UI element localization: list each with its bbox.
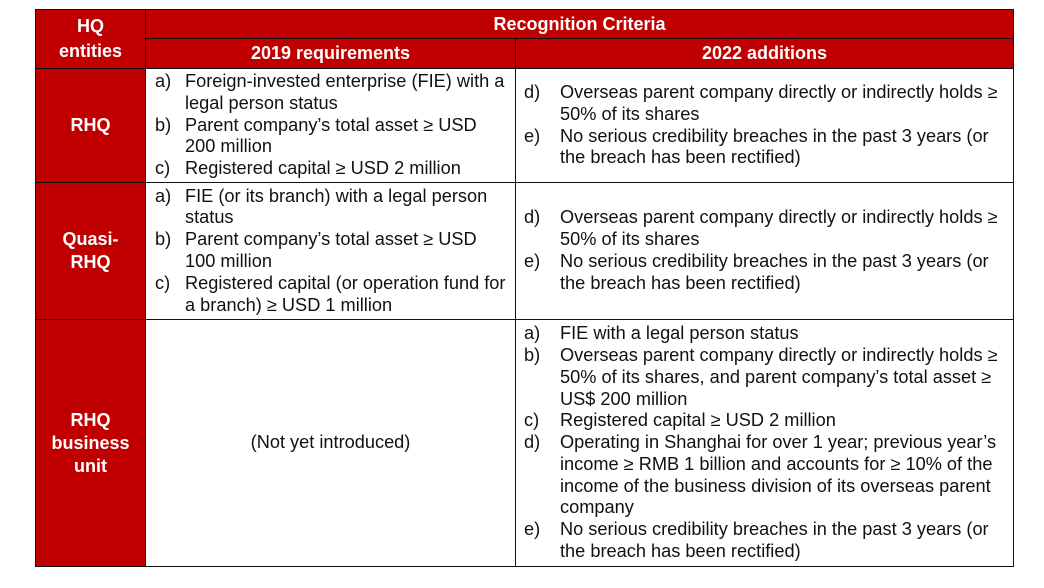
req-2019-cell — [146, 183, 516, 320]
entity-label-line1: RHQ — [70, 409, 111, 430]
entity-label: RHQ — [70, 115, 111, 135]
hq-recognition-criteria-table — [35, 9, 1014, 567]
item-text: No serious credibility breaches in the past 3 years (or the breach has been rectified) — [560, 519, 989, 562]
list-item — [522, 519, 1007, 563]
item-text: Overseas parent company directly or indirectly holds ≥ 50% of its shares — [560, 81, 998, 124]
item-text: FIE (or its branch) with a legal person status — [185, 185, 488, 228]
item-marker: d) — [524, 432, 541, 453]
item-text: Overseas parent company directly or indirectly holds ≥ 50% of its shares — [560, 207, 998, 250]
list-item — [522, 251, 1007, 295]
req-2019-cell-not-introduced: (Not yet introduced) — [146, 320, 516, 567]
item-text: Registered capital ≥ USD 2 million — [560, 410, 836, 431]
req-2019-cell — [146, 69, 516, 183]
list-item — [152, 158, 509, 180]
header-hq-entities-line1: HQ — [77, 16, 104, 36]
header-hq-entities — [36, 10, 146, 69]
header-2019-requirements: 2019 requirements — [146, 39, 516, 69]
header-2022-additions: 2022 additions — [516, 39, 1014, 69]
table-row-rhq — [36, 69, 1014, 183]
item-text: Overseas parent company directly or indirectly holds ≥ 50% of its shares, and parent company’s total asset ≥ US$ 200 million — [560, 344, 998, 409]
criteria-list — [152, 186, 509, 317]
header-hq-entities-line2: entities — [58, 41, 123, 61]
item-marker: a) — [524, 323, 541, 344]
list-item — [522, 82, 1007, 126]
item-marker: e) — [524, 519, 541, 540]
item-marker: e) — [524, 251, 541, 271]
table-row-quasi-rhq — [36, 183, 1014, 320]
list-item — [522, 410, 1007, 432]
item-marker: b) — [155, 114, 172, 135]
list-item — [152, 229, 509, 273]
item-marker: d) — [524, 207, 541, 228]
item-text: Operating in Shanghai for over 1 year; previous year’s income ≥ RMB 1 billion and accounts for ≥ 10% of the income of the business division of its overseas parent company — [560, 432, 997, 518]
add-2022-cell — [516, 183, 1014, 320]
item-text: FIE with a legal person status — [560, 323, 799, 344]
list-item — [152, 273, 509, 317]
criteria-list — [522, 82, 1007, 169]
list-item — [152, 115, 509, 159]
item-text: Parent company’s total asset ≥ USD 200 million — [185, 114, 477, 157]
header-recognition-criteria: Recognition Criteria — [146, 10, 1014, 39]
list-item — [522, 345, 1007, 410]
entity-cell-rhq — [36, 69, 146, 183]
criteria-list — [522, 323, 1007, 563]
item-text: No serious credibility breaches in the past 3 years (or the breach has been rectified) — [560, 125, 989, 168]
add-2022-cell — [516, 69, 1014, 183]
item-text: Registered capital ≥ USD 2 million — [185, 158, 461, 179]
list-item — [522, 126, 1007, 170]
header-row-2 — [36, 39, 1014, 69]
item-marker: b) — [524, 344, 541, 365]
list-item — [152, 71, 509, 115]
item-text: No serious credibility breaches in the past 3 years (or the breach has been rectified) — [560, 251, 989, 293]
item-text: Registered capital (or operation fund for a branch) ≥ USD 1 million — [185, 272, 506, 315]
item-text: Parent company’s total asset ≥ USD 100 million — [185, 229, 477, 271]
criteria-list — [522, 207, 1007, 294]
item-marker: a) — [155, 185, 172, 206]
item-marker: e) — [524, 125, 541, 146]
item-text: Foreign-invested enterprise (FIE) with a legal person status — [185, 71, 505, 113]
item-marker: b) — [155, 229, 172, 250]
add-2022-cell — [516, 320, 1014, 567]
header-row-1 — [36, 10, 1014, 39]
list-item — [522, 207, 1007, 251]
entity-label-line2: business — [51, 432, 130, 453]
entity-label-line3: unit — [74, 455, 107, 476]
list-item — [522, 323, 1007, 345]
entity-label-line2: RHQ — [70, 252, 111, 272]
entity-label-line1: Quasi- — [62, 229, 119, 249]
item-marker: c) — [155, 272, 171, 293]
entity-cell-rhq-business-unit — [36, 320, 146, 567]
item-marker: c) — [524, 410, 540, 431]
list-item — [522, 432, 1007, 519]
table-row-rhq-business-unit — [36, 320, 1014, 567]
entity-cell-quasi-rhq — [36, 183, 146, 320]
item-marker: a) — [155, 71, 172, 91]
item-marker: d) — [524, 81, 541, 102]
criteria-list — [152, 71, 509, 180]
list-item — [152, 186, 509, 230]
item-marker: c) — [155, 158, 171, 179]
